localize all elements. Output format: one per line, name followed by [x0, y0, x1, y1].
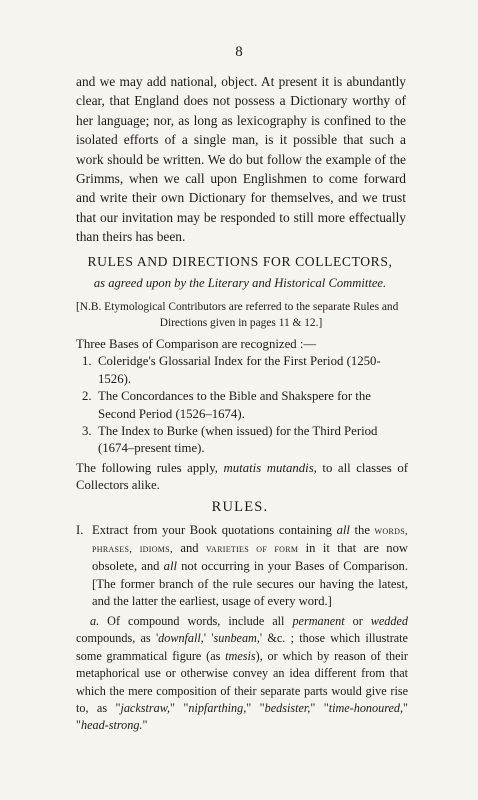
list-item-number: 3. — [82, 424, 92, 439]
rule-text-4: in it that are now obsolete, and — [92, 541, 408, 574]
bases-follow-text — [76, 460, 408, 495]
sub-emphasis: tmesis — [225, 648, 256, 663]
rule-text-2: the — [349, 523, 375, 537]
sub-text: " " — [76, 701, 409, 733]
list-item-number: 2. — [82, 389, 92, 404]
section-heading: RULES AND DIRECTIONS FOR COLLECTORS, — [87, 254, 393, 269]
etymology-note — [76, 299, 406, 331]
sub-text: ' ' — [203, 631, 214, 646]
sub-text: or — [344, 614, 371, 629]
follow-post: to all classes of Collectors alike. — [76, 460, 408, 493]
sub-emphasis: head-strong. — [80, 718, 143, 733]
bases-list — [76, 353, 408, 457]
list-item — [76, 353, 408, 388]
sub-text: compounds, as ' — [76, 631, 159, 646]
sub-emphasis: time-honoured, — [328, 701, 404, 716]
rule-emphasis-2: all — [163, 559, 177, 574]
sub-text: ' &c. ; those which illustrate some grammatical figure (as — [76, 631, 408, 663]
sub-text: " " — [170, 701, 189, 716]
rule-text-5: not occurring in your Bases of Comparison. [The former branch of the rule secures our having the latest, and the latter the earliest, usage of every word.] — [92, 559, 408, 608]
section-subheading: as agreed upon by the Literary and Historical Committee. — [93, 276, 387, 290]
sub-emphasis: permanent — [292, 614, 345, 629]
list-item-text: The Index to Burke (when issued) for the Third Period (1674–present time). — [98, 424, 378, 456]
rule-1 — [76, 522, 408, 735]
list-item — [76, 388, 408, 423]
rule-emphasis-1: all — [336, 523, 350, 537]
subsection-label: a. — [90, 614, 100, 629]
note-line-1: [N.B. Etymological Contributors are referred to the separate Rules and — [76, 301, 399, 313]
intro-text: and we may add national, object. At present it is abundantly clear, that England does not possess a Dictionary worthy of her language; nor, as long as lexicography is confined to the isolated efforts of a single man, is it possible that such a work should be written. We do but follow the example of the Grimms, when we call upon Englishmen to come forward and write their own Dictionary for themselves, and we trust that our invitation may be responded to still more effectually than theirs has been. — [76, 74, 406, 245]
rule-smallcaps-words: words, — [374, 525, 408, 537]
rules-title: RULES. — [211, 499, 269, 515]
rule-subsection-a — [76, 613, 408, 735]
bases-lead: Three Bases of Comparison are recognized :— — [76, 337, 317, 351]
sub-emphasis: bedsister, — [264, 701, 311, 716]
rule-smallcaps-varieties: varieties of form — [205, 543, 299, 556]
sub-emphasis: downfall, — [158, 631, 204, 646]
intro-paragraph — [76, 72, 406, 247]
follow-pre: The following rules apply, — [76, 460, 224, 475]
rule-body — [92, 522, 408, 610]
sub-emphasis: wedded — [370, 614, 408, 629]
rule-number: I. — [76, 523, 84, 537]
sub-text: ), or which by reason of their metaphorical use or otherwise convey an idea different from that which the mere composition of their separate parts would give rise to, as " — [76, 648, 408, 716]
sub-emphasis: nipfarthing, — [188, 701, 247, 716]
sub-text: " " — [246, 701, 265, 716]
follow-emphasis: mutatis mutandis, — [223, 460, 317, 475]
rule-text-3: and — [172, 541, 206, 556]
sub-emphasis: sunbeam, — [213, 631, 260, 646]
list-item — [76, 423, 408, 458]
list-item-text: Coleridge's Glossarial Index for the First Period (1250-1526). — [98, 354, 381, 386]
sub-text: " " — [310, 701, 329, 716]
rule-main-text — [92, 522, 408, 610]
list-item-text: The Concordances to the Bible and Shakspere for the Second Period (1526–1674). — [98, 389, 371, 421]
rule-smallcaps-phrases: phrases, — [92, 543, 133, 556]
rule-smallcaps-idioms: idioms, — [139, 543, 173, 556]
rule-text-1: Extract from your Book quotations containing — [92, 523, 337, 537]
list-item-number: 1. — [82, 354, 92, 369]
sub-emphasis: jackstraw, — [120, 701, 170, 716]
note-line-2: Directions given in pages 11 & 12.] — [159, 317, 323, 329]
bases-of-comparison — [76, 336, 408, 495]
sub-text: " — [142, 718, 148, 733]
sub-text: Of compound words, include all — [99, 614, 293, 629]
page-number: 8 — [235, 44, 243, 60]
